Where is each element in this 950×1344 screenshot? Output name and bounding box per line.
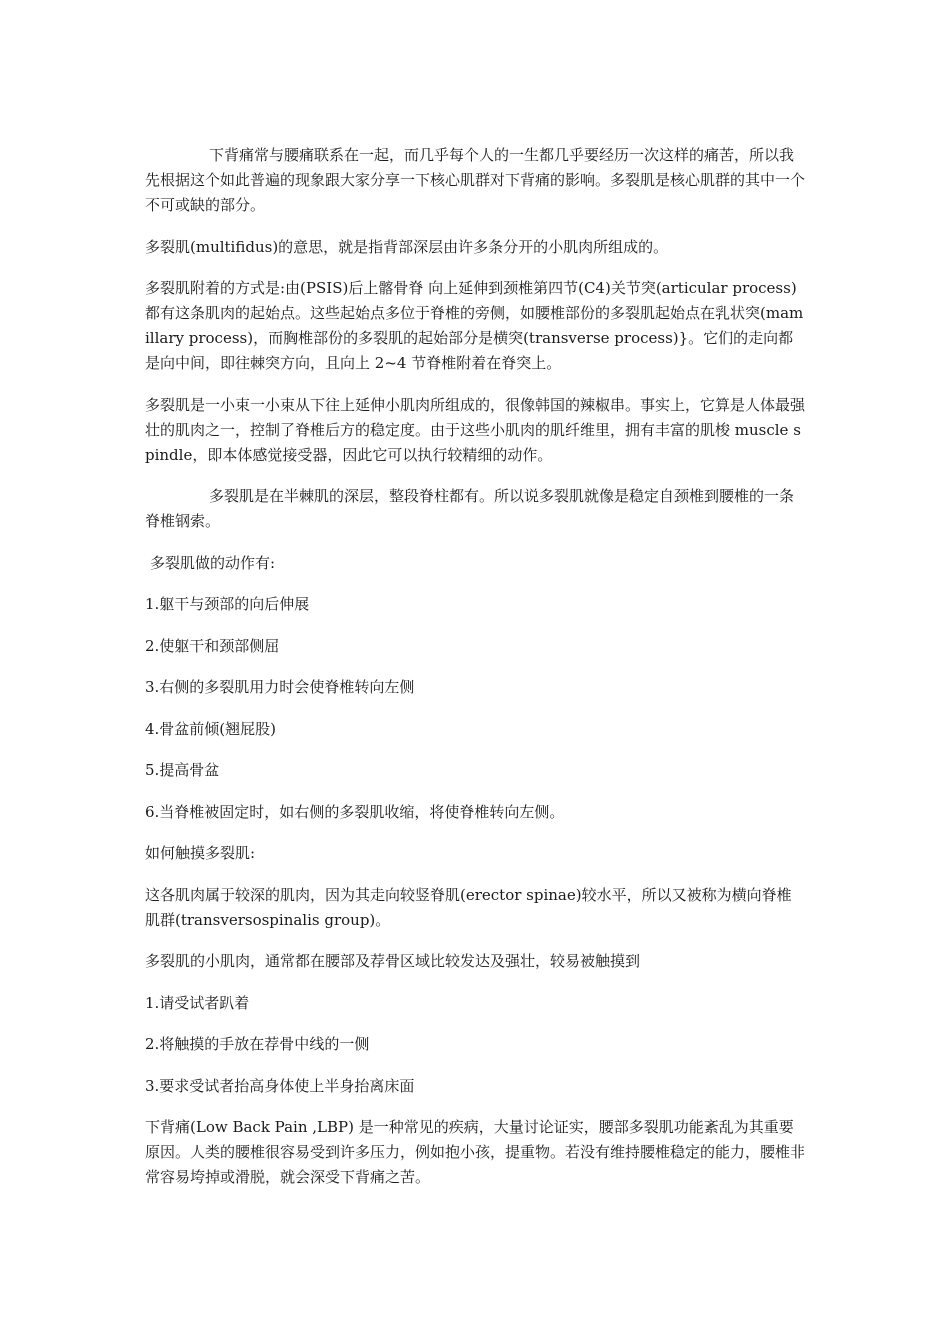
list-item-action-1: 1.躯干与颈部的向后伸展 (145, 595, 310, 613)
paragraph-location: 多裂肌是在半棘肌的深层，整段脊柱都有。所以说多裂肌就像是稳定自颈椎到腰椎的一条脊椎钢索。 (145, 487, 795, 530)
list-item-action-4: 4.骨盆前倾(翘屁股) (145, 719, 277, 738)
list-item-action-3: 3.右侧的多裂肌用力时会使脊椎转向左侧 (145, 678, 415, 696)
list-item-step-2: 2.将触摸的手放在荐骨中线的一侧 (145, 1035, 370, 1053)
list-item-step-3: 3.要求受试者抬高身体使上半身抬离床面 (145, 1076, 415, 1095)
paragraph-attachment: 多裂肌附着的方式是:由(PSIS)后上髂骨脊 向上延伸到颈椎第四节(C4)关节突(articular process)都有这条肌肉的起始点。这些起始点多位于脊椎的旁侧，如腰椎部份的多裂肌起始点在乳状突(mamillary process)，而胸椎部份的多裂肌的起始部分是横突(transverse process)}。它们的走向都是向中间，即往棘突方向，且向上 2~4 节脊椎附着在脊突上。 (145, 279, 804, 372)
list-item-step-1: 1.请受试者趴着 (145, 993, 250, 1012)
paragraph-palpation-description: 这各肌肉属于较深的肌肉，因为其走向较竖脊肌(erector spinae)较水平，所以又被称为横向脊椎肌群(transversospinalis group)。 (145, 885, 792, 929)
paragraph-actions-heading: 多裂肌做的动作有: (150, 553, 276, 572)
list-item-action-6: 6.当脊椎被固定时，如右侧的多裂肌收缩，将使脊椎转向左侧。 (145, 802, 565, 821)
paragraph-palpation-heading: 如何触摸多裂肌: (145, 844, 256, 862)
paragraph-multifidus-definition: 多裂肌(multifidus)的意思，就是指背部深层由许多条分开的小肌肉所组成的。 (145, 237, 669, 256)
article-body (145, 143, 805, 1207)
paragraph-low-back-pain: 下背痛(Low Back Pain ,LBP) 是一种常见的疾病，大量讨论证实，腰部多裂肌功能紊乱为其重要原因。人类的腰椎很容易受到许多压力，例如抱小孩，提重物。若没有维持腰椎稳定的能力，腰椎非常容易垮掉或滑脱，就会深受下背痛之苦。 (145, 1118, 806, 1186)
list-item-action-5: 5.提高骨盆 (145, 761, 220, 779)
paragraph-palpation-region: 多裂肌的小肌肉，通常都在腰部及荐骨区域比较发达及强壮，较易被触摸到 (145, 952, 641, 970)
paragraph-structure: 多裂肌是一小束一小束从下往上延伸小肌肉所组成的，很像韩国的辣椒串。事实上，它算是人体最强壮的肌肉之一，控制了脊椎后方的稳定度。由于这些小肌肉的肌纤维里，拥有丰富的肌梭 muscle spindle，即本体感觉接受器，因此它可以执行较精细的动作。 (145, 395, 806, 464)
list-item-action-2: 2.使躯干和颈部侧屈 (145, 636, 280, 655)
paragraph-intro: 下背痛常与腰痛联系在一起，而几乎每个人的一生都几乎要经历一次这样的痛苦，所以我先根据这个如此普遍的现象跟大家分享一下核心肌群对下背痛的影响。多裂肌是核心肌群的其中一个不可或缺的部分。 (145, 146, 806, 214)
